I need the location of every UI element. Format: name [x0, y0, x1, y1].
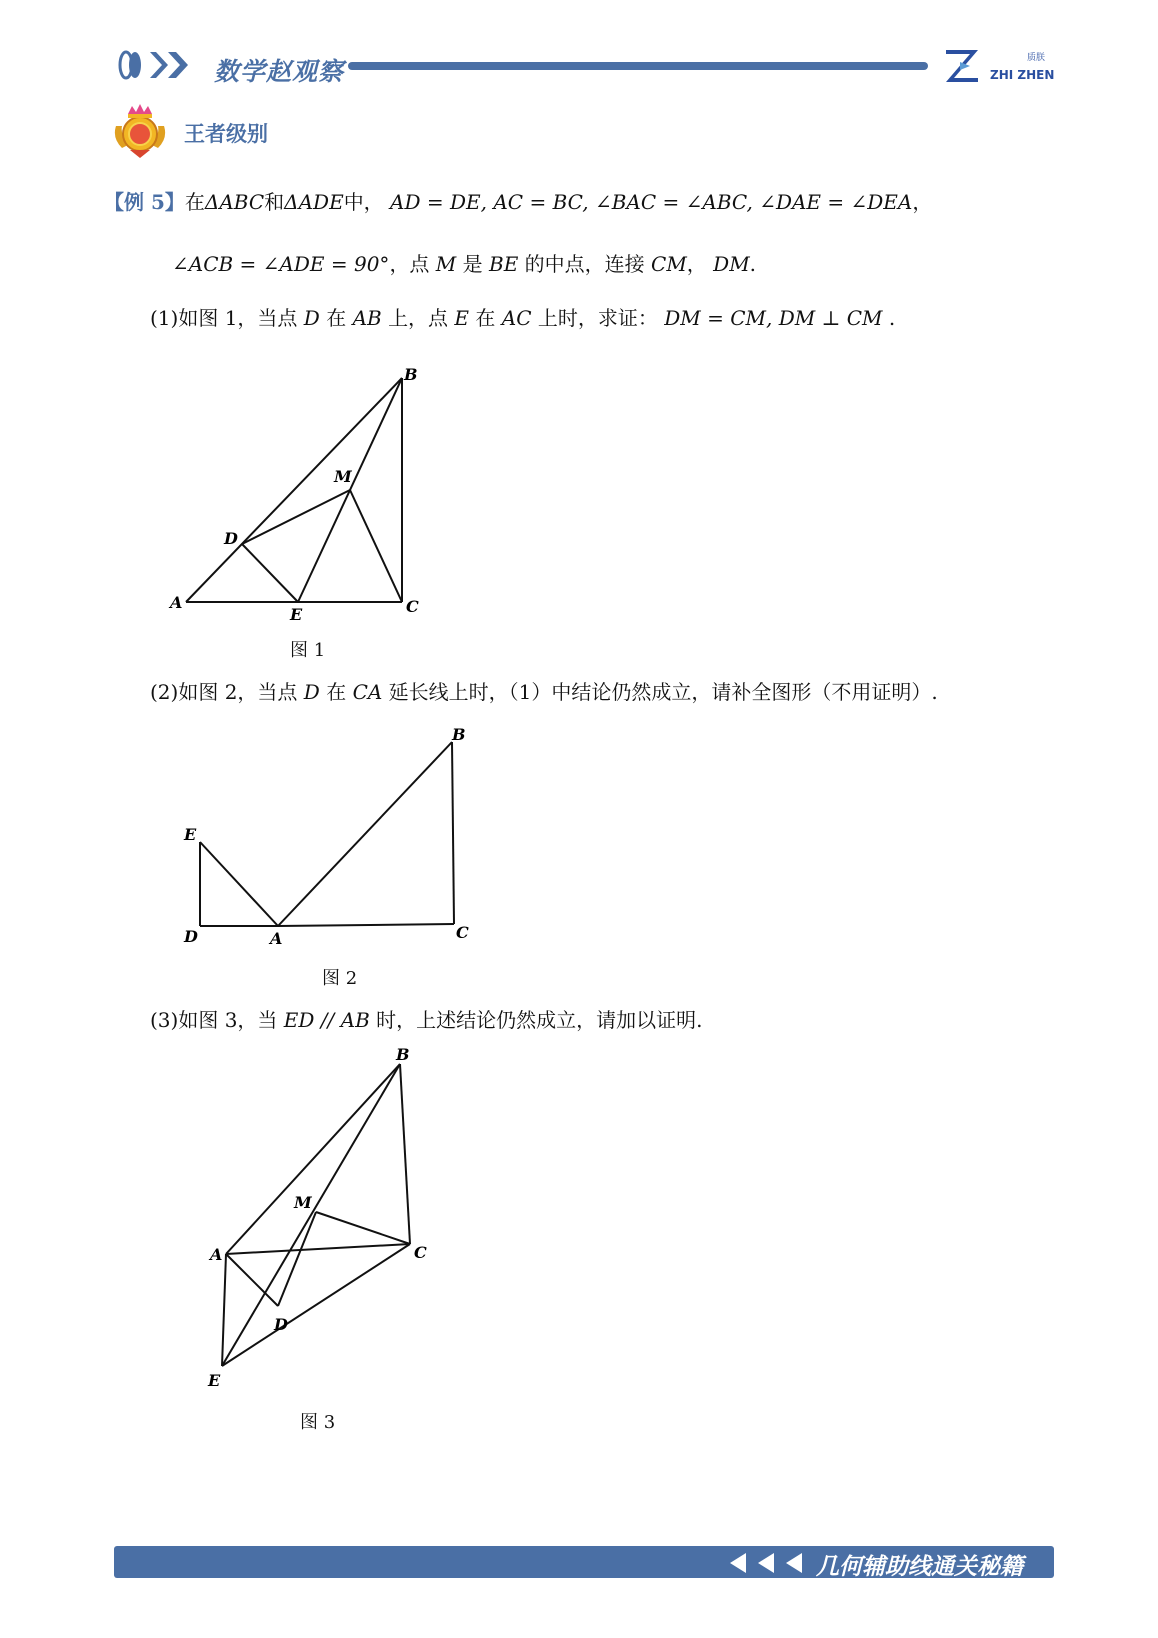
header-chevron-icon	[118, 48, 198, 86]
math-fragment: CM	[651, 252, 687, 276]
math-fragment: M	[435, 252, 457, 276]
fig1-label-M: M	[334, 467, 352, 486]
figure-2	[170, 726, 480, 946]
math-fragment: ΔADE	[284, 190, 344, 214]
header-bar	[348, 62, 928, 70]
math-fragment: ΔABC	[204, 190, 265, 214]
segment-DM	[278, 1212, 316, 1306]
math-fragment: DM = CM, DM ⊥ CM	[664, 306, 883, 330]
fig3-label-M: M	[294, 1193, 312, 1212]
figure-1	[160, 360, 430, 630]
fig2-label-E: E	[184, 825, 197, 844]
segment-AB	[278, 742, 452, 926]
fig1-label-D: D	[224, 529, 238, 548]
part-number: (1)	[150, 306, 179, 330]
level-title: 王者级别	[184, 122, 268, 146]
text-fragment: 和	[264, 190, 285, 214]
fig3-label-D: D	[274, 1315, 288, 1334]
math-fragment: AD = DE, AC = BC, ∠BAC = ∠ABC, ∠DAE = ∠DEA	[390, 190, 913, 214]
text-fragment: 如图 3，当	[178, 1008, 278, 1032]
math-fragment: AB	[352, 306, 382, 330]
fig1-label-A: A	[170, 593, 183, 612]
zhizhen-logo-icon	[944, 48, 984, 88]
math-fragment: E	[454, 306, 470, 330]
segment-EB	[222, 1064, 400, 1366]
part-number: (3)	[150, 1008, 179, 1032]
text-fragment: ，	[686, 252, 707, 276]
crown-badge-icon	[110, 104, 170, 164]
math-fragment: D	[303, 306, 320, 330]
fig3-label-A: A	[210, 1245, 223, 1264]
math-fragment: BE	[489, 252, 519, 276]
part-1-question	[150, 302, 895, 331]
text-fragment: ，点	[389, 252, 430, 276]
fig1-label-B: B	[404, 365, 418, 384]
math-fragment: AC	[501, 306, 532, 330]
text-fragment: .	[888, 306, 896, 330]
fig3-label-B: B	[396, 1045, 410, 1064]
part-3-question	[150, 1004, 702, 1033]
segment-AD	[226, 1254, 278, 1306]
segment-AB	[226, 1064, 400, 1254]
fig2-label-C: C	[456, 923, 469, 942]
figure-1-caption: 图 1	[290, 640, 326, 661]
logo-small-text: 质朕	[1027, 53, 1046, 63]
text-fragment: .	[749, 252, 757, 276]
segment-AE	[222, 1254, 226, 1366]
problem-line-1	[104, 186, 932, 215]
figure-2-caption: 图 2	[322, 968, 358, 989]
text-fragment: 时，上述结论仍然成立，请加以证明.	[376, 1008, 703, 1032]
text-fragment: 在	[326, 306, 347, 330]
segment-AC	[226, 1244, 410, 1254]
segment-DE	[242, 544, 298, 602]
segment-AB	[186, 378, 402, 602]
segment-DM	[242, 490, 350, 544]
fig1-label-E: E	[290, 605, 303, 624]
fig2-label-D: D	[184, 927, 198, 946]
text-fragment: 在	[184, 190, 205, 214]
problem-line-2	[172, 248, 756, 277]
math-fragment: CA	[352, 680, 383, 704]
figure-3	[190, 1044, 440, 1394]
fig1-label-C: C	[406, 597, 419, 616]
text-fragment: 中，	[343, 190, 384, 214]
fig3-label-C: C	[414, 1243, 427, 1262]
text-fragment: 上，点	[388, 306, 449, 330]
text-fragment: 在	[326, 680, 347, 704]
segment-BC	[452, 742, 454, 924]
text-fragment: 延长线上时，（1）中结论仍然成立，请补全图形（不用证明）.	[388, 680, 938, 704]
figure-3-caption: 图 3	[300, 1412, 336, 1433]
example-tag: 【例 5】	[104, 190, 185, 214]
footer-title: 几何辅助线通关秘籍	[816, 1554, 1023, 1580]
fig2-label-A: A	[270, 929, 283, 946]
segment-AC	[278, 924, 454, 926]
math-fragment: DM	[713, 252, 750, 276]
math-fragment: D	[303, 680, 320, 704]
math-fragment: ∠ACB = ∠ADE = 90°	[172, 252, 390, 276]
footer-arrows-icon	[728, 1552, 814, 1578]
segment-MC	[316, 1212, 410, 1244]
segment-EA	[200, 842, 278, 926]
part-number: (2)	[150, 680, 179, 704]
header-title: 数学赵观察	[214, 57, 345, 86]
text-fragment: 是	[462, 252, 483, 276]
math-fragment: ED // AB	[283, 1008, 370, 1032]
text-fragment: 在	[475, 306, 496, 330]
text-fragment: 的中点，连接	[524, 252, 645, 276]
fig3-label-E: E	[208, 1371, 221, 1390]
segment-BC	[400, 1064, 410, 1244]
text-fragment: 如图 2，当点	[178, 680, 298, 704]
part-2-question	[150, 676, 938, 705]
text-fragment: 如图 1，当点	[178, 306, 298, 330]
fig2-label-B: B	[452, 726, 466, 744]
logo-text: ZHI ZHEN	[990, 68, 1055, 82]
segment-EC	[222, 1244, 410, 1366]
segment-CM	[350, 490, 402, 602]
text-fragment: ，	[912, 190, 933, 214]
text-fragment: 上时，求证：	[537, 306, 658, 330]
